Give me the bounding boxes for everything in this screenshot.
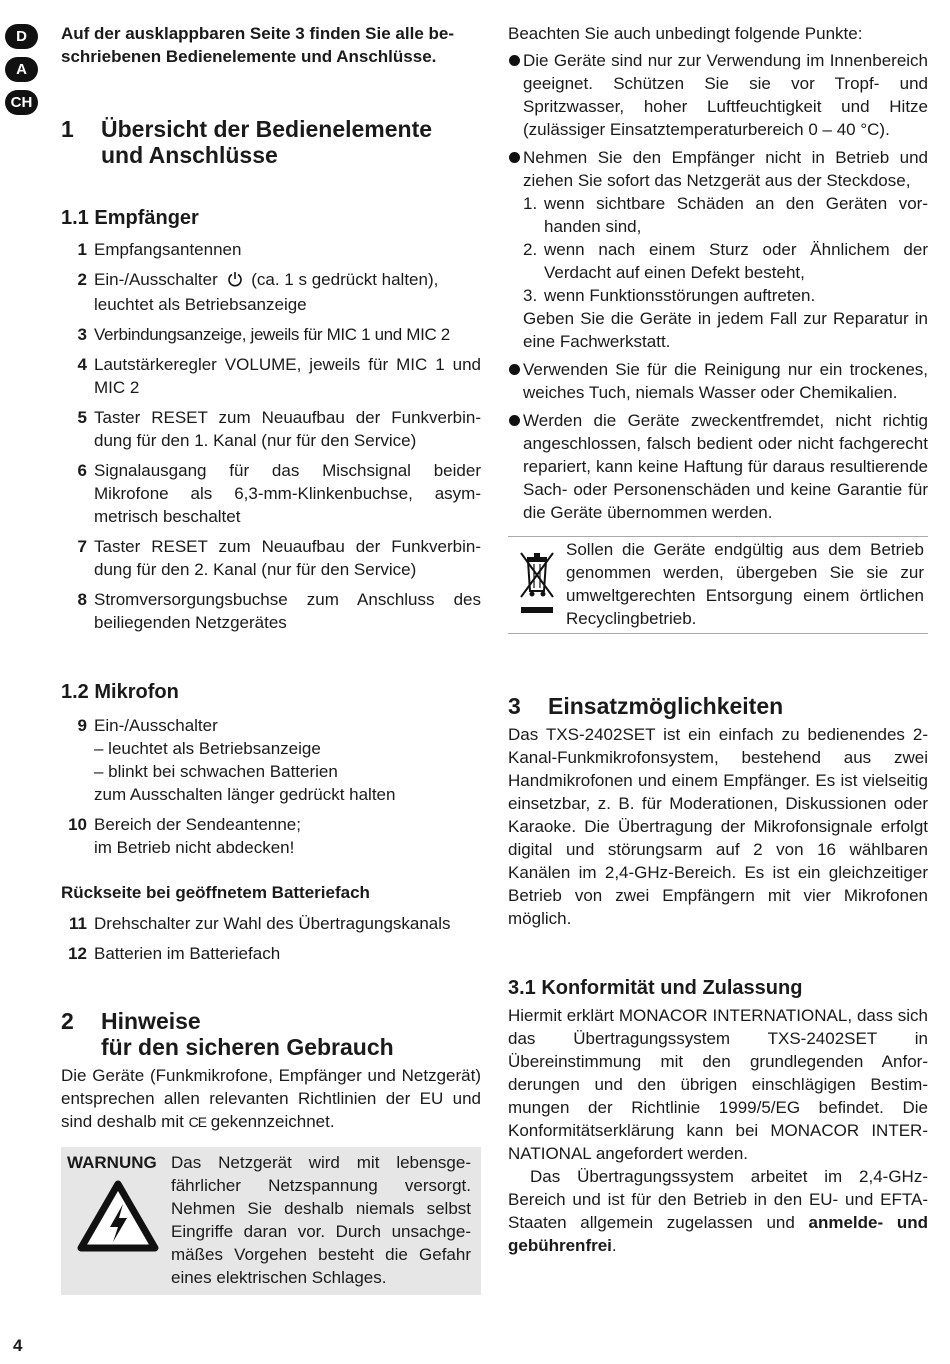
bullet-icon (508, 146, 523, 353)
section-2-heading (61, 1008, 481, 1060)
list-item: Die Geräte sind nur zur Verwendung im Innenbereich geeignet. Schützen Sie sie vor Tropf- und Spritzwasser, hoher Luftfeuchtigkeit und Hitze (zulässiger Einsatztemperaturbereich 0 – 40 °C). (508, 49, 928, 141)
section-3-heading (508, 693, 928, 719)
power-icon (227, 270, 243, 293)
list-item: 2 Ein-/Ausschalter (ca. 1 s gedrückt halten), leuchtet als Betriebsanzeige (77, 270, 439, 314)
bullet-icon (508, 358, 523, 404)
list-item: 2. wenn nach einem Sturz oder Ähnlichem der Verdacht auf einen Defekt besteht, (523, 240, 928, 282)
list-item: 9 Ein-/Ausschalter – leuchtet als Betriebsanzeige – blinkt bei schwachen Batterien zum Ausschalten länger gedrückt halten (77, 716, 396, 804)
list-item: 1. wenn sichtbare Schäden an den Geräten vorhanden sind, (523, 194, 928, 236)
intro-text: Auf der ausklappbaren Seite 3 finden Sie alle beschriebenen Bedienelemente und Anschlüsse. (61, 24, 455, 66)
subsection-3-1-heading: 3.1 Konformität und Zulassung (508, 977, 803, 999)
bullet-icon (508, 49, 523, 141)
section-number: 2 (61, 1008, 74, 1034)
list-item: 11 Drehschalter zur Wahl des Übertragungskanals (69, 914, 451, 933)
section-title-line: Hinweise (101, 1008, 201, 1034)
subsection-1-2-heading: 1.2 Mikrofon (61, 681, 179, 703)
warning-label: WARNUNG (67, 1153, 157, 1172)
list-item: Nehmen Sie den Empfänger nicht in Betrieb und ziehen Sie sofort das Netzgerät aus der Steckdose, 1. wenn sichtbare Schäden an den Geräten vorhanden sind, 2. wenn nach einem Sturz oder Ähnlichem der Verdacht auf einen Defekt besteht, 3. wenn Funktionsstörungen auftreten. Geben Sie die Geräte in jedem Fall zur Reparatur in eine Fachwerkstatt. (508, 146, 928, 353)
applications-paragraph: Das TXS-2402SET ist ein einfach zu bedienendes 2-Kanal-Funkmikrofonsystem, bestehend aus zwei Handmikrofonen und einem Empfänger. Es ist vielseitig einsetzbar, z. B. für Moderationen, Diskussionen oder Karaoke. Die Übertragung der Mikrofonsignale erfolgt digital und störungsarm auf 2 von 16 wählbaren Kanälen im 2,4-GHz-Bereich. Es ist ein gleichzeitiger Betrieb von zwei Empfängern mit vier Mikrofonen möglich. (508, 725, 928, 928)
section-title-line: Einsatzmöglichkeiten (548, 693, 784, 719)
list-item: Werden die Geräte zweckentfremdet, nicht richtig angeschlossen, falsch bedient oder nicht fachgerecht repariert, kann keine Haftung für daraus resultierende Sach- oder Personenschäden und keine Garantie für die Geräte übernommen werden. (508, 409, 928, 524)
language-badge-ch: CH (5, 90, 38, 115)
high-voltage-warning-icon (77, 1180, 171, 1258)
list-item: 12 Batterien im Batteriefach (68, 944, 281, 963)
language-badge-a: A (5, 57, 38, 82)
section-number: 1 (61, 116, 74, 142)
list-item: 5 Taster RESET zum Neuaufbau der Funkverbindung für den 1. Kanal (nur für den Service) (77, 408, 481, 450)
list-item: 10 Bereich der Sendeantenne; im Betrieb nicht abdecken! (68, 815, 301, 857)
language-badge-d: D (5, 24, 38, 49)
list-item: 1 Empfangsantennen (77, 240, 242, 259)
conformity-paragraph: Hiermit erklärt MONACOR INTERNATIONAL, dass sich das Übertragungssystem TXS-2402SET in Übereinstimmung mit den grundlegenden Anforderungen und den übrigen einschlägigen Bestimmungen der Richtlinie 1999/5/EG befindet. Die Konformitätserklärung kann bei MONACOR INTERNATIONAL angefordert werden. (508, 1006, 928, 1163)
approval-paragraph: Das Übertragungssystem arbeitet im 2,4-GHz-Bereich und ist für den Betrieb in den EU- und EFTA-Staaten allgemein zugelassen und anmelde- und gebührenfrei. (508, 1167, 928, 1255)
warning-box (61, 1147, 481, 1295)
bullet-icon (508, 409, 523, 524)
receiver-item-list (61, 238, 481, 634)
list-item: 3 Verbindungsanzeige, jeweils für MIC 1 und MIC 2 (77, 325, 450, 344)
list-item: Verwenden Sie für die Reinigung nur ein trockenes, weiches Tuch, niemals Wasser oder Chemikalien. (508, 358, 928, 404)
list-item: 8 Stromversorgungsbuchse zum Anschluss des beiliegenden Netzgerätes (77, 590, 481, 632)
battery-compartment-heading: Rückseite bei geöffnetem Batteriefach (61, 883, 370, 902)
left-column (61, 22, 481, 1295)
ce-mark-icon: CE (188, 1114, 207, 1130)
crossed-out-bin-icon (508, 547, 566, 621)
subsection-1-1-heading: 1.1 Empfänger (61, 207, 199, 229)
page-number: 4 (13, 1336, 23, 1355)
section-title-line: Übersicht der Bedienelemente (101, 116, 433, 142)
disposal-notice (508, 536, 928, 634)
safety-notes-intro: Beachten Sie auch unbedingt folgende Punkte: (508, 24, 863, 43)
right-column (508, 22, 928, 1257)
mic-item-list (61, 714, 481, 859)
section-1-heading (61, 116, 481, 168)
list-item: 4 Lautstärkeregler VOLUME, jeweils für MIC 1 und MIC 2 (77, 355, 481, 397)
safety-intro-paragraph: Die Geräte (Funkmikrofone, Empfänger und Netzgerät) entsprechen allen relevanten Richtlinien der EU und sind deshalb mit CE gekennzeichnet. (61, 1066, 481, 1131)
condition-list (523, 192, 928, 307)
warning-text: Das Netzgerät wird mit lebensgefährlicher Netzspannung versorgt. Nehmen Sie deshalb niemals selbst Eingriffe daran vor. Durch unsachgemäßes Vorgehen besteht die Gefahr eines elektrischen Schlages. (171, 1153, 471, 1287)
list-item: 6 Signalausgang für das Mischsignal beider Mikrofone als 6,3-mm-Klinkenbuchse, asymmetrisch beschaltet (77, 461, 481, 526)
list-item: 7 Taster RESET zum Neuaufbau der Funkverbindung für den 2. Kanal (nur für den Service) (77, 537, 481, 579)
list-item: 3. wenn Funktionsstörungen auftreten. (523, 286, 816, 305)
section-title-line: und Anschlüsse (101, 142, 278, 168)
section-number: 3 (508, 693, 521, 719)
disposal-text: Sollen die Geräte endgültig aus dem Betrieb genommen werden, übergeben Sie sie zur umweltgerechten Entsorgung einem örtlichen Recyclingbetrieb. (566, 540, 924, 628)
section-title-line: für den sicheren Gebrauch (101, 1034, 394, 1060)
battery-item-list (61, 912, 481, 965)
